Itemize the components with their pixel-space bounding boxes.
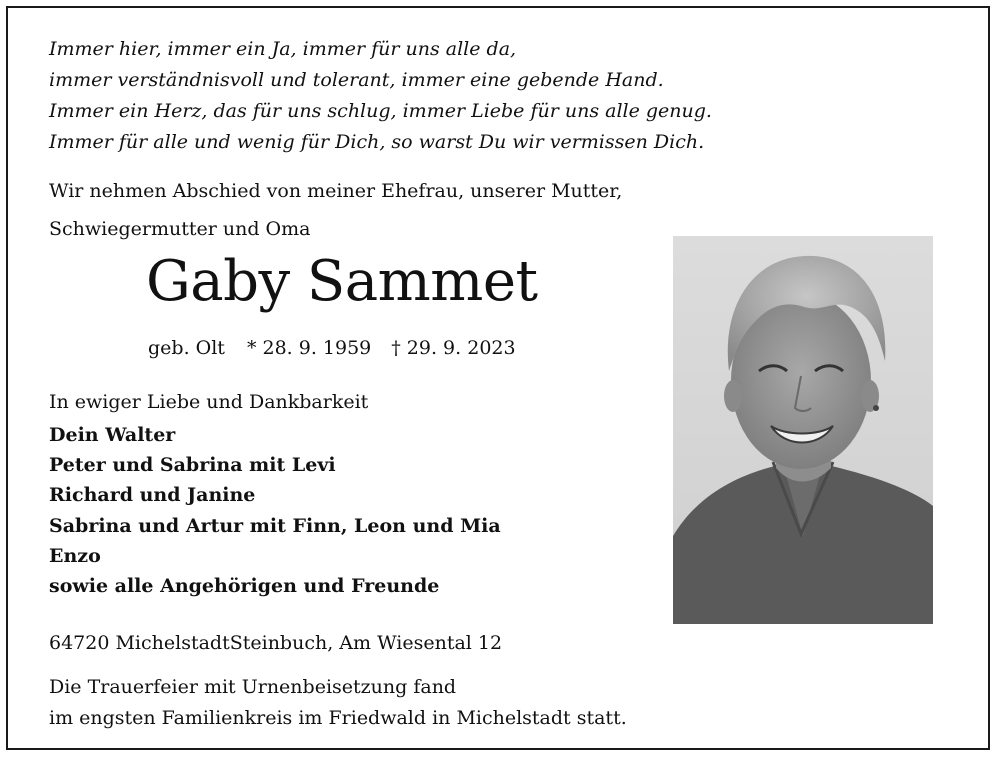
portrait-photo	[673, 236, 933, 624]
portrait-illustration	[673, 236, 933, 624]
maiden-name: geb. Olt	[148, 337, 225, 359]
intro-line: Wir nehmen Abschied von meiner Ehefrau, unserer Mutter,	[49, 180, 623, 202]
dedication-line: In ewiger Liebe und Dankbarkeit	[49, 391, 369, 413]
poem-line: immer verständnisvoll und tolerant, immer eine gebende Hand.	[49, 69, 664, 91]
family-address: 64720 MichelstadtSteinbuch, Am Wiesental 12	[49, 632, 503, 654]
poem-line: Immer hier, immer ein Ja, immer für uns alle da,	[49, 38, 517, 60]
family-member: Peter und Sabrina mit Levi	[49, 454, 336, 477]
family-member: Richard und Janine	[49, 484, 256, 507]
farewell-intro	[49, 172, 622, 248]
death-date: † 29. 9. 2023	[391, 337, 516, 359]
birth-date: * 28. 9. 1959	[246, 337, 372, 359]
memorial-poem	[49, 34, 712, 158]
poem-line: Immer für alle und wenig für Dich, so warst Du wir vermissen Dich.	[49, 131, 705, 153]
poem-line: Immer ein Herz, das für uns schlug, immer Liebe für uns alle genug.	[49, 100, 712, 122]
family-list	[49, 420, 501, 601]
deceased-name: Gaby Sammet	[146, 249, 538, 314]
family-member: Sabrina und Artur mit Finn, Leon und Mia	[49, 514, 501, 537]
life-dates	[148, 334, 516, 362]
service-line: Die Trauerfeier mit Urnenbeisetzung fand	[49, 676, 457, 698]
intro-line: Schwiegermutter und Oma	[49, 218, 311, 240]
service-line: im engsten Familienkreis im Friedwald in Michelstadt statt.	[49, 707, 627, 729]
service-notice	[49, 672, 627, 734]
family-member: Enzo	[49, 544, 101, 567]
family-member: Dein Walter	[49, 424, 176, 446]
family-member: sowie alle Angehörigen und Freunde	[49, 575, 440, 598]
